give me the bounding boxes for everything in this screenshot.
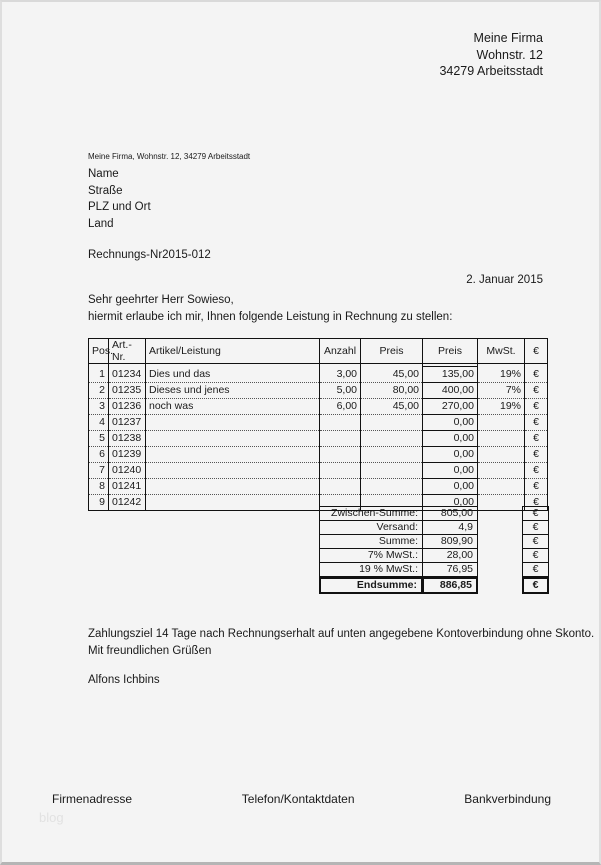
summary-row-mwst7 [319,548,549,563]
summary-gap [478,577,522,592]
signature-name: Alfons Ichbins [88,674,160,686]
artnr-cell: 01242 [109,495,146,511]
company-name: Meine Firma [473,31,543,45]
mwst-cell [478,463,525,479]
summary-label: Zwischen-Summe: [319,506,423,521]
footer-bank: Bankverbindung [464,792,551,806]
pos-cell: 2 [89,383,109,399]
table-row [89,383,548,399]
pos-cell: 4 [89,415,109,431]
summary-currency: € [522,562,549,577]
col-header-anzahl: Anzahl [320,339,361,364]
summary-value: 28,00 [422,548,478,563]
pos-cell: 8 [89,479,109,495]
invoice-number-label: Rechnungs-Nr [88,249,163,261]
summary-gap [478,520,522,535]
currency-cell: € [525,415,548,431]
summary-gap [478,506,522,521]
pos-cell: 6 [89,447,109,463]
desc-cell [146,495,320,511]
anzahl-cell [320,447,361,463]
footer-company-address: Firmenadresse [52,792,133,806]
preis-cell [361,447,423,463]
artnr-cell: 01234 [109,367,146,383]
summary-value: 886,85 [422,577,478,594]
payment-terms: Zahlungsziel 14 Tage nach Rechnungserhalt auf unten angegebene Kontoverbindung ohne Skonto. [88,628,595,640]
preis-cell [361,431,423,447]
summary-label: 19 % MwSt.: [319,562,423,577]
table-row [89,479,548,495]
anzahl-cell: 6,00 [320,399,361,415]
table-row [89,431,548,447]
artnr-cell: 01241 [109,479,146,495]
currency-cell: € [525,383,548,399]
total-cell: 0,00 [423,495,478,511]
mwst-cell [478,447,525,463]
desc-cell [146,463,320,479]
closing-text [88,626,594,660]
recipient-city: PLZ und Ort [88,201,151,214]
pos-cell: 7 [89,463,109,479]
invoice-items-table [88,338,548,511]
summary-row-summe [319,534,549,549]
desc-cell [146,431,320,447]
anzahl-cell [320,431,361,447]
table-row [89,367,548,383]
artnr-cell: 01238 [109,431,146,447]
summary-currency: € [522,506,549,521]
total-cell: 0,00 [423,463,478,479]
summary-row-versand [319,520,549,535]
table-row [89,399,548,415]
summary-row-zwischensumme [319,506,549,521]
artnr-cell: 01235 [109,383,146,399]
mwst-cell [478,415,525,431]
anzahl-cell [320,415,361,431]
desc-cell: Dieses und jenes [146,383,320,399]
pos-cell: 5 [89,431,109,447]
col-header-artnr: Art.-Nr. [109,339,146,364]
col-header-preis: Preis [361,339,423,364]
currency-cell: € [525,495,548,511]
summary-label: Endsumme: [319,577,423,594]
summary-currency: € [522,548,549,563]
summary-value: 4,9 [422,520,478,535]
mwst-cell [478,479,525,495]
summary-value: 809,90 [422,534,478,549]
total-cell: 135,00 [423,367,478,383]
recipient-street: Straße [88,184,123,197]
invoice-date: 2. Januar 2015 [466,274,543,286]
invoice-number-value: 2015-012 [162,249,211,261]
anzahl-cell [320,463,361,479]
col-header-euro: € [525,339,548,364]
pos-cell: 9 [89,495,109,511]
total-cell: 0,00 [423,431,478,447]
summary-currency: € [522,534,549,549]
summary-value: 76,95 [422,562,478,577]
currency-cell: € [525,479,548,495]
total-cell: 400,00 [423,383,478,399]
summary-label: Summe: [319,534,423,549]
preis-cell: 45,00 [361,399,423,415]
preis-cell: 45,00 [361,367,423,383]
col-header-mwst: MwSt. [478,339,525,364]
company-city: 34279 Arbeitsstadt [439,64,543,78]
regards: Mit freundlichen Grüßen [88,645,212,657]
summary-value: 805,00 [422,506,478,521]
summary-gap [478,548,522,563]
desc-cell [146,479,320,495]
currency-cell: € [525,431,548,447]
table-row [89,463,548,479]
pos-cell: 3 [89,399,109,415]
preis-cell [361,463,423,479]
total-cell: 0,00 [423,479,478,495]
recipient-name: Name [88,168,119,180]
anzahl-cell [320,479,361,495]
currency-cell: € [525,463,548,479]
col-header-artikel: Artikel/Leistung [146,339,320,364]
total-cell: 0,00 [423,415,478,431]
preis-cell: 80,00 [361,383,423,399]
total-cell: 0,00 [423,447,478,463]
preis-cell [361,479,423,495]
recipient-block [88,166,151,232]
currency-cell: € [525,447,548,463]
sender-return-address: Meine Firma, Wohnstr. 12, 34279 Arbeitsstadt [88,152,251,161]
preis-cell [361,415,423,431]
mwst-cell [478,431,525,447]
currency-cell: € [525,399,548,415]
summary-currency: € [522,577,549,594]
artnr-cell: 01240 [109,463,146,479]
mwst-cell: 19% [478,367,525,383]
currency-cell: € [525,367,548,383]
footer-contact: Telefon/Kontaktdaten [241,792,355,806]
table-row [89,447,548,463]
col-header-pos: Pos. [89,339,109,364]
pos-cell: 1 [89,367,109,383]
mwst-cell: 7% [478,383,525,399]
mwst-cell: 19% [478,399,525,415]
salutation [88,292,452,326]
summary-gap [478,534,522,549]
anzahl-cell: 3,00 [320,367,361,383]
desc-cell [146,447,320,463]
invoice-summary [319,507,549,594]
anzahl-cell: 5,00 [320,383,361,399]
company-street: Wohnstr. 12 [476,47,543,62]
desc-cell: noch was [146,399,320,415]
watermark-text: blog [39,810,64,825]
desc-cell [146,415,320,431]
col-header-preis2: Preis [423,339,478,364]
summary-row-endsumme [319,577,549,594]
table-header-row [89,339,548,364]
total-cell: 270,00 [423,399,478,415]
desc-cell: Dies und das [146,367,320,383]
recipient-country: Land [88,217,114,230]
company-address-block [439,30,543,80]
summary-label: 7% MwSt.: [319,548,423,563]
summary-gap [478,562,522,577]
table-row [89,415,548,431]
artnr-cell: 01236 [109,399,146,415]
salutation-line2: hiermit erlaube ich mir, Ihnen folgende Leistung in Rechnung zu stellen: [88,311,453,323]
invoice-number [88,249,211,261]
salutation-line1: Sehr geehrter Herr Sowieso, [88,294,234,306]
summary-row-mwst19 [319,562,549,577]
artnr-cell: 01239 [109,447,146,463]
footer [52,792,551,806]
artnr-cell: 01237 [109,415,146,431]
summary-currency: € [522,520,549,535]
summary-label: Versand: [319,520,423,535]
